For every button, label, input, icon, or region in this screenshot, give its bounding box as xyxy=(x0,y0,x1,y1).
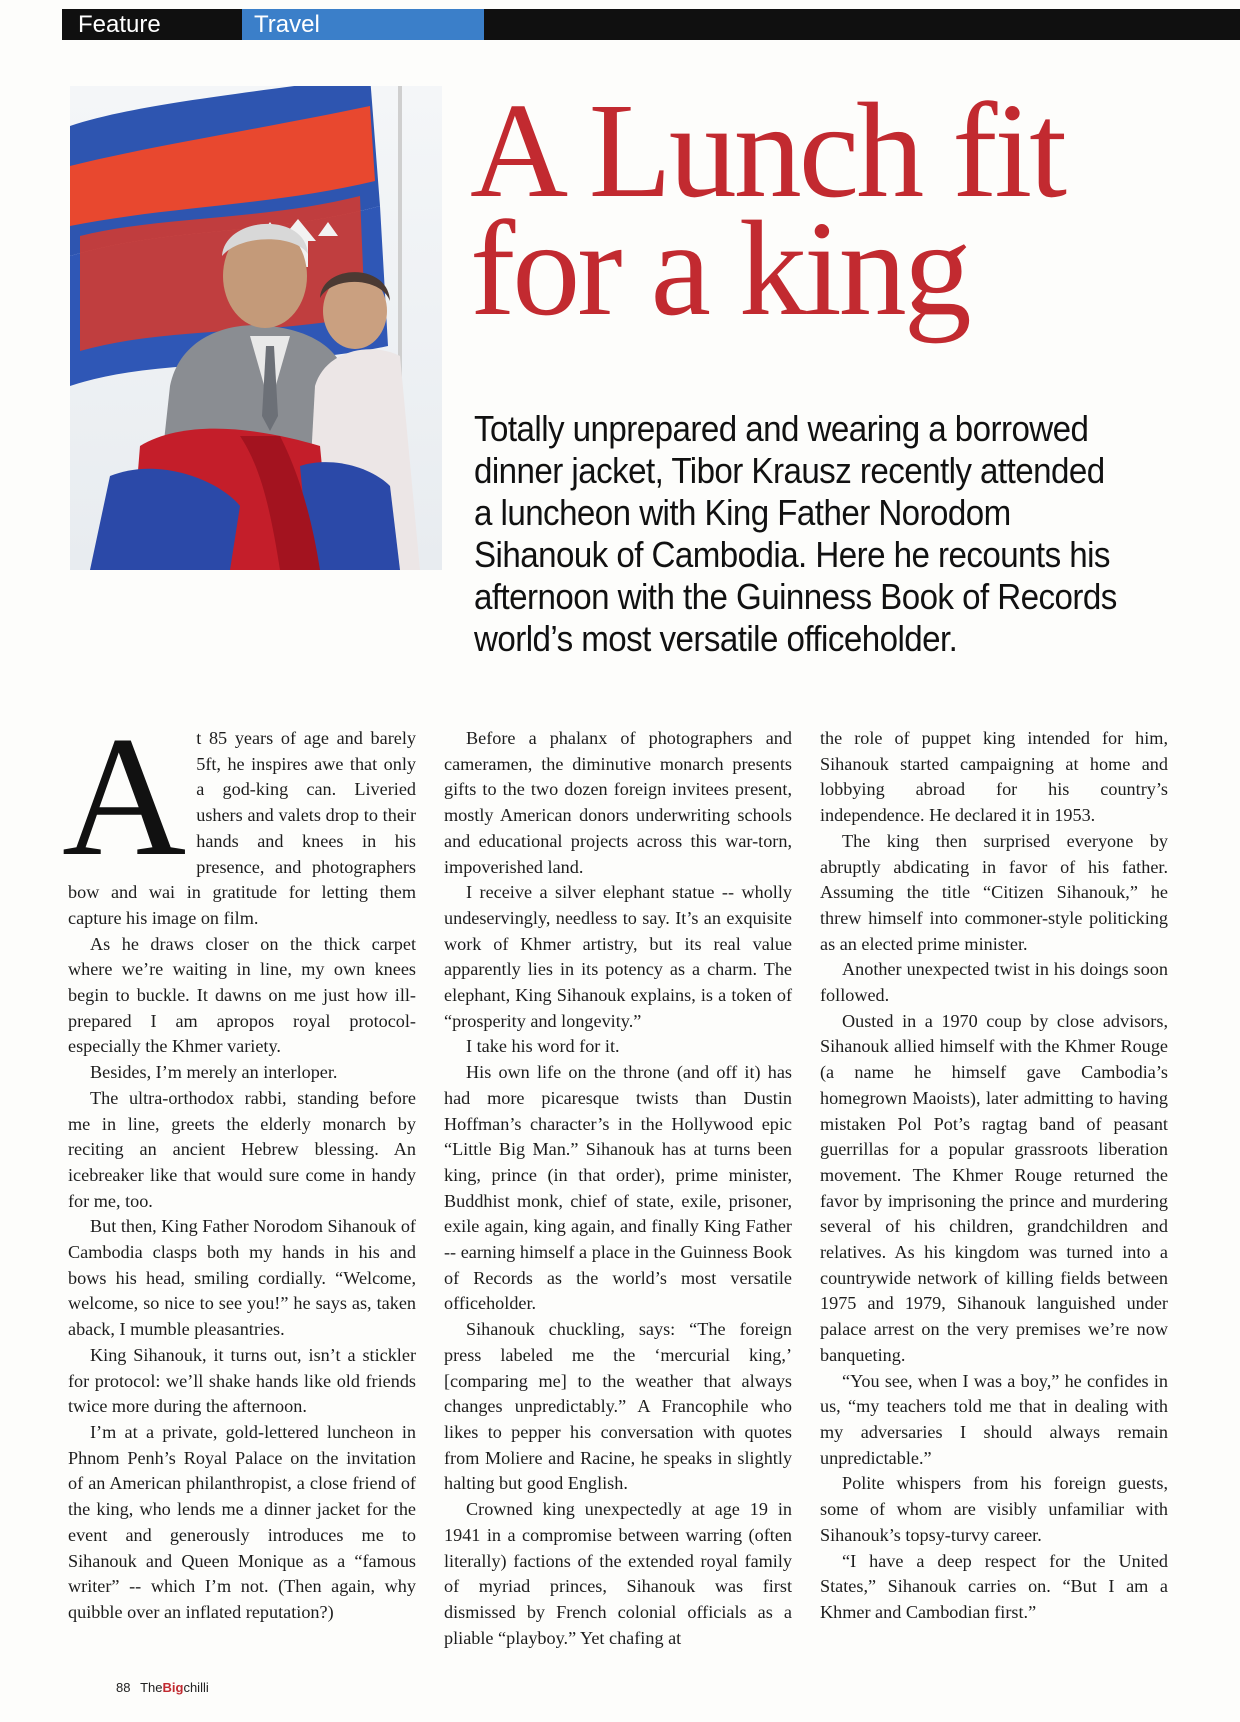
paragraph: But then, King Father Norodom Sihanouk of Cambodia clasps both my hands in his and bows his head, smiling cordially. “Welcome, welcome, so nice to see you!” he says as, taken aback, I mumble pleasantries. xyxy=(68,1216,416,1340)
body-column-1 xyxy=(62,702,416,1626)
paragraph: I receive a silver elephant statue -- wholly undeservingly, needless to say. It’s an exquisite work of Khmer artistry, but its real value apparently lies in its potency as a charm. The elephant, King Sihanouk explains, is a token of “prosperity and longevity.” xyxy=(444,882,792,1031)
paragraph: As he draws closer on the thick carpet where we’re waiting in line, my own knees begin to buckle. It dawns on me just how ill-prepared I am apropos royal protocol-especially the Khmer variety. xyxy=(68,933,416,1057)
paragraph: the role of puppet king intended for him, Sihanouk started campaigning at home and lobbying abroad for his country’s independence. He declared it in 1953. xyxy=(820,728,1168,826)
section-tab-feature[interactable]: Feature xyxy=(78,11,161,38)
drop-cap: A xyxy=(62,702,187,892)
article-title xyxy=(470,76,1170,344)
paragraph: I’m at a private, gold-lettered luncheon in Phnom Penh’s Royal Palace on the invitation of an American philanthropist, a close friend of the king, who lends me a dinner jacket for the event and generously introduces me to Sihanouk and Queen Monique as a “famous writer” -- which I’m not. (Then again, why quibble over an inflated reputation?) xyxy=(68,1421,416,1622)
brand-prefix: The xyxy=(140,1680,163,1695)
paragraph: I take his word for it. xyxy=(466,1036,620,1057)
paragraph: Ousted in a 1970 coup by close advisors, Sihanouk allied himself with the Khmer Rouge (a name he himself gave Cambodia’s homegrown Maoists), later admitting to having mistaken Pol Pot’s ragtag band of peasant guerrillas for a popular grassroots liberation movement. The Khmer Rouge returned the favor by imprisoning the prince and murdering several of his children, grandchildren and relatives. As his kingdom was turned into a countrywide network of killing fields between 1975 and 1979, Sihanouk languished under palace arrest on the very premises we’re now banqueting. xyxy=(820,1010,1168,1365)
paragraph: Sihanouk chuckling, says: “The foreign press labeled me the ‘mercurial king,’ [comparing me] to the weather that always changes unpredictably.” A Francophile who likes to pepper his conversation with quotes from Moliere and Racine, he speaks in slightly halting but good English. xyxy=(444,1319,792,1494)
article-subtitle: Totally unprepared and wearing a borrowed dinner jacket, Tibor Krausz recently attended a luncheon with King Father Norodom Sihanouk of Cambodia. Here he recounts his afternoon with the Guinness Book of Records world’s most versatile officeholder. xyxy=(474,408,1117,659)
paragraph: Before a phalanx of photographers and cameramen, the diminutive monarch presents gifts to the two dozen foreign invitees present, mostly American donors underwriting schools and educational projects across this war-torn, impoverished land. xyxy=(444,728,792,877)
paragraph: The ultra-orthodox rabbi, standing before me in line, greets the elderly monarch by reciting an ancient Hebrew blessing. An icebreaker like that would sure come in handy for me, too. xyxy=(68,1087,416,1211)
brand-highlight: Big xyxy=(162,1680,184,1695)
body-column-2 xyxy=(444,726,792,1651)
section-tab-travel[interactable]: Travel xyxy=(242,9,484,40)
paragraph: “I have a deep respect for the United States,” Sihanouk carries on. “But I am a Khmer and Cambodian first.” xyxy=(820,1550,1168,1622)
paragraph: Besides, I’m merely an interloper. xyxy=(90,1062,338,1083)
paragraph: Crowned king unexpectedly at age 19 in 1941 in a compromise between warring (often literally) factions of the extended royal family of myriad princes, Sihanouk was first dismissed by French colonial officials as a pliable “playboy.” Yet chafing at xyxy=(444,1499,792,1648)
page-footer xyxy=(116,1680,209,1695)
magazine-brand xyxy=(140,1680,209,1695)
paragraph: Another unexpected twist in his doings soon followed. xyxy=(820,959,1168,1006)
paragraph: t 85 years of age and barely 5ft, he inspires awe that only a god-king can. Liveried ushers and valets drop to their hands and knees in his presence, and photographers bow and wai in gratitude for letting them capture his image on film. xyxy=(68,728,416,928)
title-line-1: A Lunch fit xyxy=(470,76,1065,226)
body-column-3 xyxy=(820,726,1168,1626)
paragraph: Polite whispers from his foreign guests, some of whom are visibly unfamiliar with Sihanouk’s topsy-turvy career. xyxy=(820,1473,1168,1545)
paragraph: “You see, when I was a boy,” he confides in us, “my teachers told me that in dealing with my adversaries I should always remain unpredictable.” xyxy=(820,1370,1168,1468)
article-photo xyxy=(70,86,442,570)
brand-suffix: chilli xyxy=(183,1680,209,1695)
paragraph: The king then surprised everyone by abruptly abdicating in favor of his father. Assuming the title “Citizen Sihanouk,” he threw himself into commoner-style politicking as an elected prime minister. xyxy=(820,830,1168,954)
title-line-2: for a king xyxy=(470,194,969,344)
page-number: 88 xyxy=(116,1680,131,1695)
paragraph: His own life on the throne (and off it) has had more picaresque twists than Dustin Hoffman’s character’s in the Hollywood epic “Little Big Man.” Sihanouk has at turns been king, prince (in that order), prime minister, Buddhist monk, chief of state, exile, prisoner, exile again, king again, and finally King Father -- earning himself a place in the Guinness Book of Records as the world’s most versatile officeholder. xyxy=(444,1062,792,1314)
paragraph: King Sihanouk, it turns out, isn’t a stickler for protocol: we’ll shake hands like old friends twice more during the afternoon. xyxy=(68,1344,416,1417)
